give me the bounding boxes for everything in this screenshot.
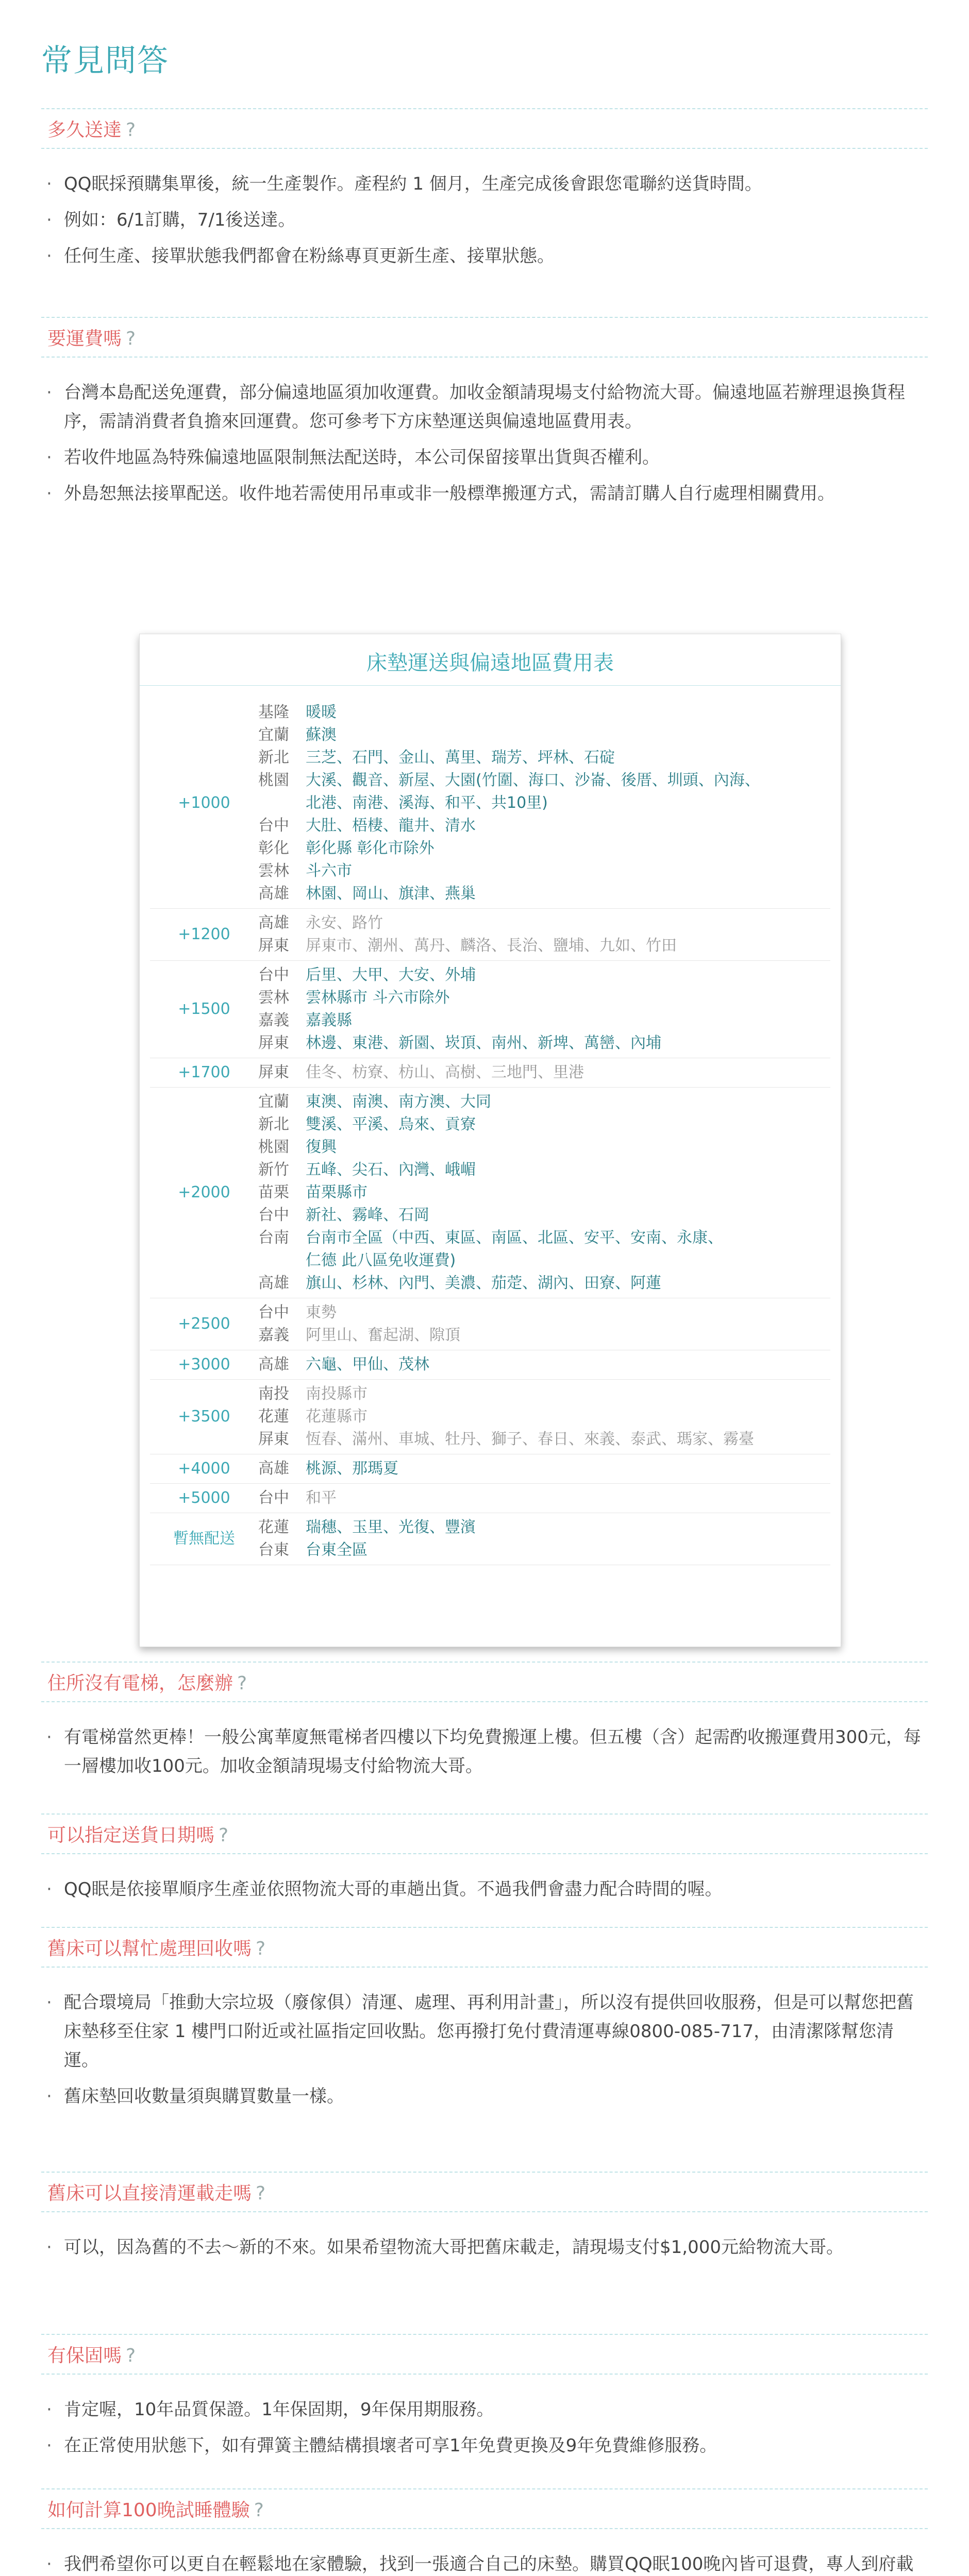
section-heading [41,2334,928,2375]
county-name: 屏東 [258,937,289,955]
county-name: 台中 [258,817,289,835]
fee-table-body [140,686,841,1565]
town-list: 大溪、觀音、新屋、大園(竹圍、海口、沙崙、後厝、圳頭、內海、 [306,771,760,789]
list-item: · 外島恕無法接單配送。收件地若需使用吊車或非一般標準搬運方式，需請訂購人自行處理相關費用。 [46,479,928,508]
county-name: 台中 [258,1489,289,1507]
town-list: 花蓮縣市 [306,1408,367,1426]
county-name: 高雄 [258,1355,289,1374]
fee-row [150,1484,830,1513]
county-name: 高雄 [258,885,289,903]
county-name: 花蓮 [258,1408,289,1426]
county-name: 屏東 [258,1430,289,1448]
town-list: 東澳、南澳、南方澳、大同 [306,1093,491,1111]
county-name: 基隆 [258,703,289,721]
fee-area-line [258,1487,830,1510]
county-name: 宜蘭 [258,1093,289,1111]
town-list: 東勢 [306,1303,337,1321]
fee-amount: +2500 [178,1315,230,1333]
fee-amount: +5000 [178,1489,230,1507]
county-name: 雲林 [258,989,289,1007]
list-item: · 我們希望你可以更自在輕鬆地在家體驗，找到一張適合自己的床墊。購買QQ眠100晚內皆可退費，專人到府載 [46,2550,928,2576]
fee-row [150,1088,830,1298]
list-item: · 有電梯當然更棒！一般公寓華廈無電梯者四樓以下均免費搬運上樓。但五樓（含）起需酌收搬運費用300元，每一層樓加收100元。加收金額請現場支付給物流大哥。 [46,1723,928,1781]
county-name: 高雄 [258,1274,289,1292]
town-list: 蘇澳 [306,726,337,744]
fee-area-line [258,1227,830,1249]
section-title: 舊床可以幫忙處理回收嗎 [47,1938,252,1959]
section-title: 舊床可以直接清運載走嗎 [47,2183,252,2204]
fee-area-line [258,1181,830,1204]
fee-amount: +4000 [178,1460,230,1478]
list-item: · 台灣本島配送免運費，部分偏遠地區須加收運費。加收金額請現場支付給物流大哥。偏遠地區若辦理退換貨程序，需請消費者負擔來回運費。您可參考下方床墊運送與偏遠地區費用表。 [46,378,928,436]
town-list: 南投縣市 [306,1385,367,1403]
fee-row [150,1298,830,1350]
section-old-bed-recycle [41,1927,928,2118]
fee-area-line [258,1272,830,1295]
section-heading [41,1927,928,1968]
fee-area-line [258,1353,830,1376]
fee-amount: +1700 [178,1063,230,1081]
town-list: 后里、大甲、大安、外埔 [306,966,476,984]
town-list: 六龜、甲仙、茂林 [306,1355,429,1374]
fee-row [150,909,830,961]
county-name: 宜蘭 [258,726,289,744]
town-list: 和平 [306,1489,337,1507]
fee-row [150,1380,830,1454]
list-item: · QQ眠是依接單順序生產並依照物流大哥的車趟出貨。不過我們會盡力配合時間的喔。 [46,1875,928,1904]
list-item: · 可以，因為舊的不去～新的不來。如果希望物流大哥把舊床載走，請現場支付$1,000元給物流大哥。 [46,2233,928,2262]
section-shipping-fee [41,317,928,515]
question-mark-icon: ? [126,120,136,141]
list-item: · 若收件地區為特殊偏遠地區限制無法配送時，本公司保留接單出貨與否權利。 [46,443,928,472]
fee-amount: +2000 [178,1183,230,1201]
town-list: 斗六市 [306,862,352,880]
section-title: 有保固嗎 [47,2345,122,2366]
section-title: 住所沒有電梯，怎麼辦 [47,1673,233,1694]
county-name: 新竹 [258,1161,289,1179]
section-title: 多久送達 [47,120,122,141]
fee-area-line [258,964,830,987]
county-name: 台南 [258,1229,289,1247]
town-list: 台南市全區（中西、東區、南區、北區、安平、安南、永康、 [306,1229,723,1247]
town-list: 林園、岡山、旗津、燕巢 [306,885,476,903]
county-name: 新北 [258,749,289,767]
fee-area-line [258,912,830,935]
town-list: 永安、路竹 [306,914,383,932]
list-item: · 配合環境局「推動大宗垃圾（廢傢俱）清運、處理、再利用計畫」，所以沒有提供回收服務，但是可以幫您把舊床墊移至住家 1 樓門口附近或社區指定回收點。您再撥打免付費清運專線0800-085-717，由清潔隊幫您清運。 [46,1988,928,2075]
county-name: 苗栗 [258,1183,289,1201]
town-list: 林邊、東港、新園、崁頂、南州、新埤、萬巒、內埔 [306,1034,661,1052]
fee-area-line [258,935,830,957]
question-mark-icon: ? [126,328,136,349]
fee-table [139,634,841,1647]
county-name: 雲林 [258,862,289,880]
fee-area-line [258,1159,830,1181]
county-name: 花蓮 [258,1518,289,1536]
fee-area-line [258,987,830,1009]
fee-row [150,1350,830,1380]
fee-area-line [258,724,830,747]
county-name: 南投 [258,1385,289,1403]
town-list: 瑞穗、玉里、光復、豐濱 [306,1518,476,1536]
fee-amount: +1000 [178,794,230,812]
county-name: 桃園 [258,1138,289,1156]
town-list: 大肚、梧棲、龍井、清水 [306,817,476,835]
section-delivery-time [41,108,928,278]
town-list: 彰化縣 彰化市除外 [306,839,435,857]
section-title: 要運費嗎 [47,328,122,349]
county-name: 新北 [258,1115,289,1133]
fee-area-line [258,1113,830,1136]
fee-area-line [258,1324,830,1347]
town-list: 三芝、石門、金山、萬里、瑞芳、坪林、石碇 [306,749,615,767]
fee-row [150,961,830,1058]
county-name: 屏東 [258,1063,289,1081]
town-list: 仁德 此八區免收運費) [306,1251,456,1269]
list-item: · 在正常使用狀態下，如有彈簧主體結構損壞者可享1年免費更換及9年免費維修服務。 [46,2431,928,2460]
fee-row [150,1058,830,1088]
question-mark-icon: ? [256,2183,266,2204]
town-list: 屏東市、潮州、萬丹、麟洛、長治、鹽埔、九如、竹田 [306,937,677,955]
fee-amount: +3000 [178,1355,230,1374]
section-heading [41,317,928,358]
fee-area-line [258,1061,830,1084]
county-name: 桃園 [258,771,289,789]
fee-area-line [258,1032,830,1055]
town-list: 苗栗縣市 [306,1183,367,1201]
fee-row [150,698,830,909]
section-heading [41,1814,928,1854]
town-list: 嘉義縣 [306,1011,352,1029]
county-name: 台中 [258,1303,289,1321]
fee-table-title: 床墊運送與偏遠地區費用表 [140,634,841,686]
town-list: 台東全區 [306,1541,367,1559]
county-name: 嘉義 [258,1326,289,1344]
town-list: 阿里山、奮起湖、隙頂 [306,1326,460,1344]
county-name: 彰化 [258,839,289,857]
town-list: 新社、霧峰、石岡 [306,1206,429,1224]
fee-amount: +1200 [178,925,230,943]
section-heading [41,2172,928,2212]
section-title: 如何計算100晚試睡體驗 [47,2500,250,2521]
fee-area-line [258,792,830,815]
question-mark-icon: ? [237,1673,247,1694]
county-name: 高雄 [258,1460,289,1478]
page-title: 常見問答 [41,43,169,79]
town-list: 桃源、那瑪夏 [306,1460,398,1478]
fee-area-line [258,747,830,769]
town-list: 北港、南港、溪海、和平、共10里) [306,794,548,812]
list-item: · 舊床墊回收數量須與購買數量一樣。 [46,2082,928,2111]
fee-area-line [258,837,830,860]
fee-area-line [258,1516,830,1539]
fee-area-line [258,815,830,837]
section-warranty [41,2334,928,2467]
town-list: 旗山、杉林、內門、美濃、茄萣、湖內、田寮、阿蓮 [306,1274,661,1292]
section-title: 可以指定送貨日期嗎 [47,1825,215,1846]
fee-area-line [258,1009,830,1032]
fee-area-line [258,883,830,905]
fee-area-line [258,1405,830,1428]
section-no-elevator [41,1662,928,1788]
question-mark-icon: ? [126,2345,136,2366]
fee-amount: 暫無配送 [173,1530,235,1548]
section-old-bed-takeaway [41,2172,928,2269]
question-mark-icon: ? [219,1825,229,1846]
list-item: · QQ眠採預購集單後，統一生產製作。產程約 1 個月，生產完成後會跟您電聯約送貨時間。 [46,170,928,198]
town-list: 復興 [306,1138,337,1156]
town-list: 雲林縣市 斗六市除外 [306,989,450,1007]
county-name: 台中 [258,966,289,984]
county-name: 台東 [258,1541,289,1559]
fee-area-line [258,1249,830,1272]
county-name: 台中 [258,1206,289,1224]
fee-area-line [258,1428,830,1451]
fee-area-line [258,1458,830,1480]
section-heading [41,108,928,149]
section-heading [41,1662,928,1702]
section-heading [41,2488,928,2529]
fee-area-line [258,860,830,883]
section-delivery-date [41,1814,928,1911]
question-mark-icon: ? [254,2500,264,2521]
fee-area-line [258,1136,830,1159]
fee-amount: +1500 [178,1000,230,1018]
fee-area-line [258,1301,830,1324]
question-mark-icon: ? [256,1938,266,1959]
list-item: · 任何生產、接單狀態我們都會在粉絲專頁更新生產、接單狀態。 [46,242,928,270]
section-trial [41,2488,928,2576]
town-list: 恆春、滿州、車城、牡丹、獅子、春日、來義、泰武、瑪家、霧臺 [306,1430,754,1448]
county-name: 高雄 [258,914,289,932]
list-item: · 例如：6/1訂購，7/1後送達。 [46,206,928,234]
town-list: 佳冬、枋寮、枋山、高樹、三地門、里港 [306,1063,584,1081]
fee-area-line [258,1539,830,1562]
fee-area-line [258,1383,830,1405]
fee-area-line [258,1091,830,1113]
town-list: 五峰、尖石、內灣、峨嵋 [306,1161,476,1179]
fee-area-line [258,701,830,724]
county-name: 屏東 [258,1034,289,1052]
fee-row [150,1454,830,1484]
fee-area-line [258,1204,830,1227]
fee-area-line [258,769,830,792]
list-item: · 肯定喔，10年品質保證。1年保固期，9年保用期服務。 [46,2395,928,2424]
town-list: 雙溪、平溪、烏來、貢寮 [306,1115,476,1133]
town-list: 暖暖 [306,703,337,721]
fee-amount: +3500 [178,1408,230,1426]
fee-row [150,1513,830,1565]
county-name: 嘉義 [258,1011,289,1029]
